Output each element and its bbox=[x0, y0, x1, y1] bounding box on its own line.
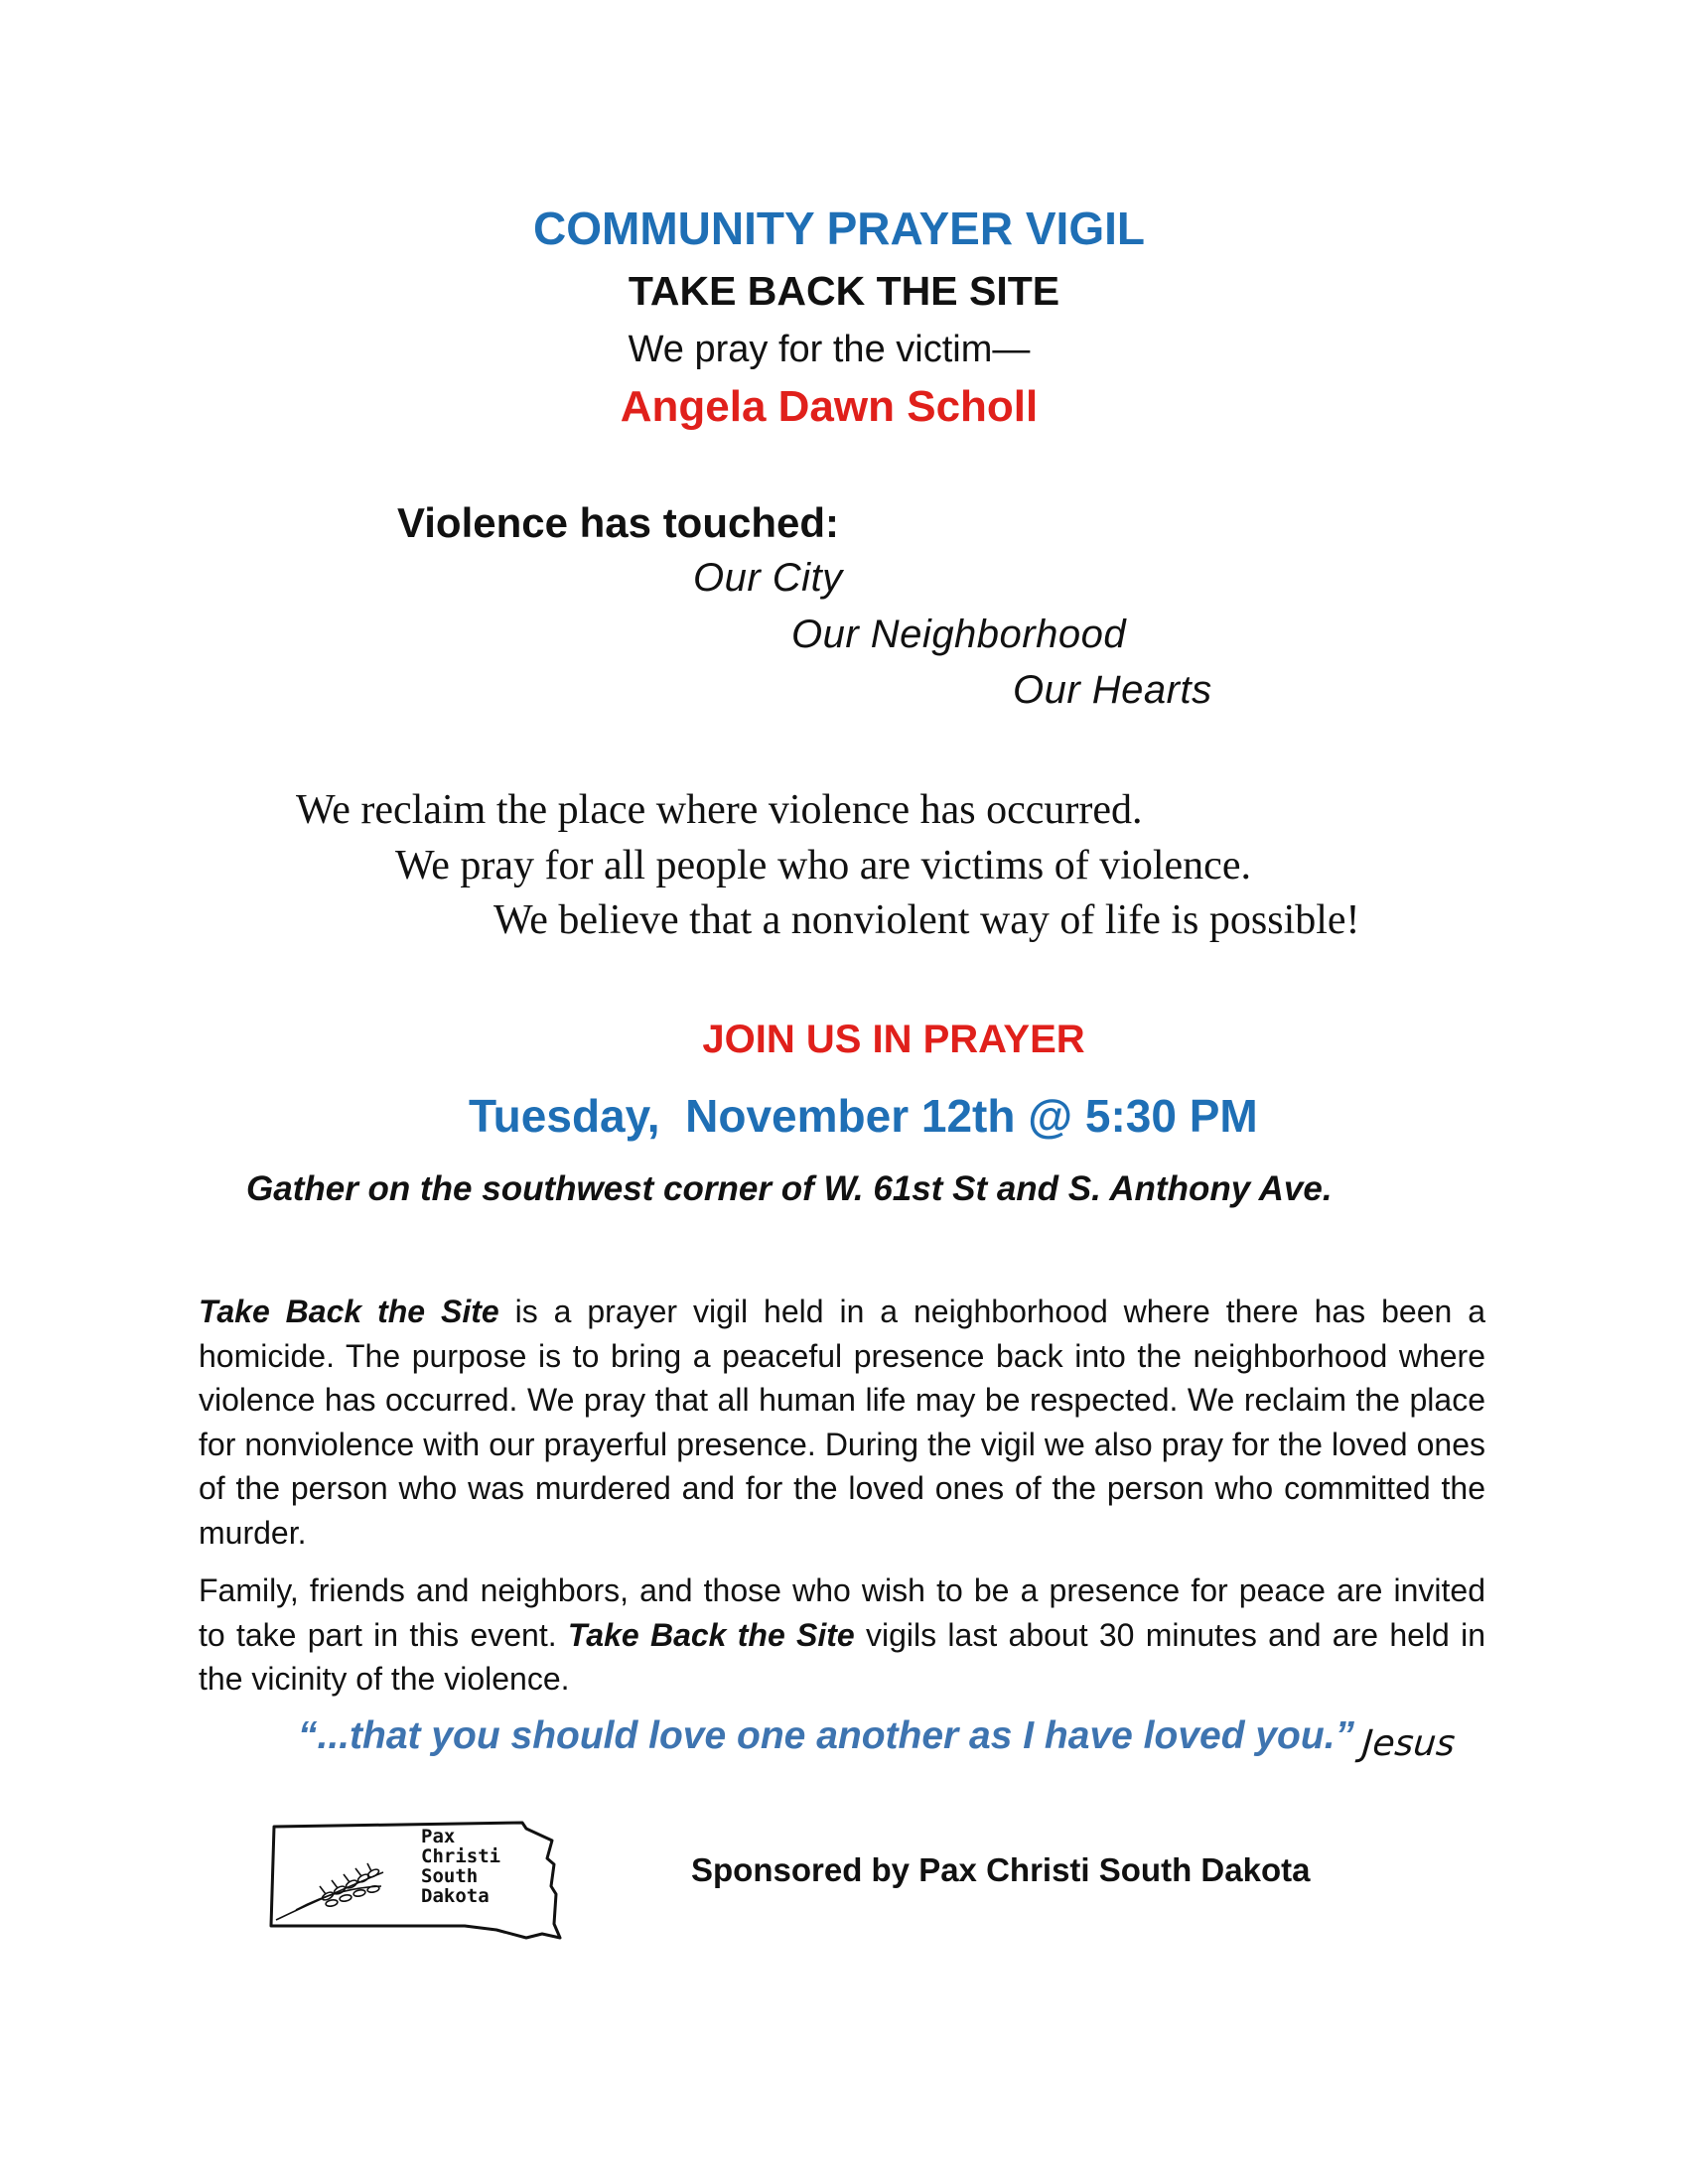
join-heading: JOIN US IN PRAYER bbox=[702, 1018, 1085, 1061]
description-paragraph-2 bbox=[199, 1569, 1485, 1702]
logo-line: Pax bbox=[421, 1826, 456, 1847]
believe-line: We believe that a nonviolent way of life is possible! bbox=[493, 897, 1360, 943]
south-dakota-outline-icon bbox=[266, 1815, 574, 1944]
sponsor-line: Sponsored by Pax Christi South Dakota bbox=[691, 1851, 1311, 1888]
logo-line: Christi bbox=[421, 1845, 501, 1867]
reclaim-line: We reclaim the place where violence has occurred. bbox=[296, 787, 1143, 833]
victim-name: Angela Dawn Scholl bbox=[620, 382, 1039, 431]
description-text: Family, friends and neighbors, and those who wish to be a presence for peace are invited to take part in this event. bbox=[199, 1572, 1485, 1653]
place-hearts: Our Hearts bbox=[1013, 668, 1212, 712]
logo-line: Dakota bbox=[421, 1885, 490, 1907]
vigil-title: COMMUNITY PRAYER VIGIL bbox=[533, 203, 1145, 254]
violence-heading: Violence has touched: bbox=[397, 499, 839, 546]
description-text: vigils last about 30 minutes and are held in the vicinity of the violence. bbox=[199, 1616, 1486, 1697]
pray-line: We pray for all people who are victims of violence. bbox=[395, 843, 1251, 888]
description-text: is a prayer vigil held in a neighborhood where there has been a homicide. The purpose is to bring a peaceful presence back into the neighborhood where violence has occurred. We pray that all human life may be respected. We reclaim the place for nonviolence with our prayerful presence. During the vigil we also pray for the loved ones of the person who was murdered and for the loved ones of the person who committed the murder. bbox=[199, 1294, 1486, 1551]
pax-christi-logo bbox=[266, 1815, 574, 1944]
pray-for-victim-line: We pray for the victim— bbox=[628, 329, 1031, 370]
logo-line: South bbox=[421, 1865, 479, 1887]
event-date-time: Tuesday, November 12th @ 5:30 PM bbox=[469, 1090, 1258, 1142]
emphasis-take-back: Take Back the Site bbox=[567, 1616, 855, 1653]
quote-attribution: Jesus bbox=[1360, 1723, 1457, 1764]
place-city: Our City bbox=[693, 556, 843, 600]
event-location: Gather on the southwest corner of W. 61st St and S. Anthony Ave. bbox=[246, 1169, 1333, 1208]
vigil-subtitle: TAKE BACK THE SITE bbox=[628, 268, 1060, 314]
place-neighborhood: Our Neighborhood bbox=[791, 613, 1127, 656]
wheat-icon bbox=[276, 1863, 383, 1920]
scripture-quote: “...that you should love one another as I have loved you.” bbox=[298, 1714, 1355, 1757]
description-paragraph-1 bbox=[199, 1290, 1485, 1555]
logo-text bbox=[421, 1827, 500, 1906]
emphasis-take-back: Take Back the Site bbox=[199, 1294, 499, 1329]
